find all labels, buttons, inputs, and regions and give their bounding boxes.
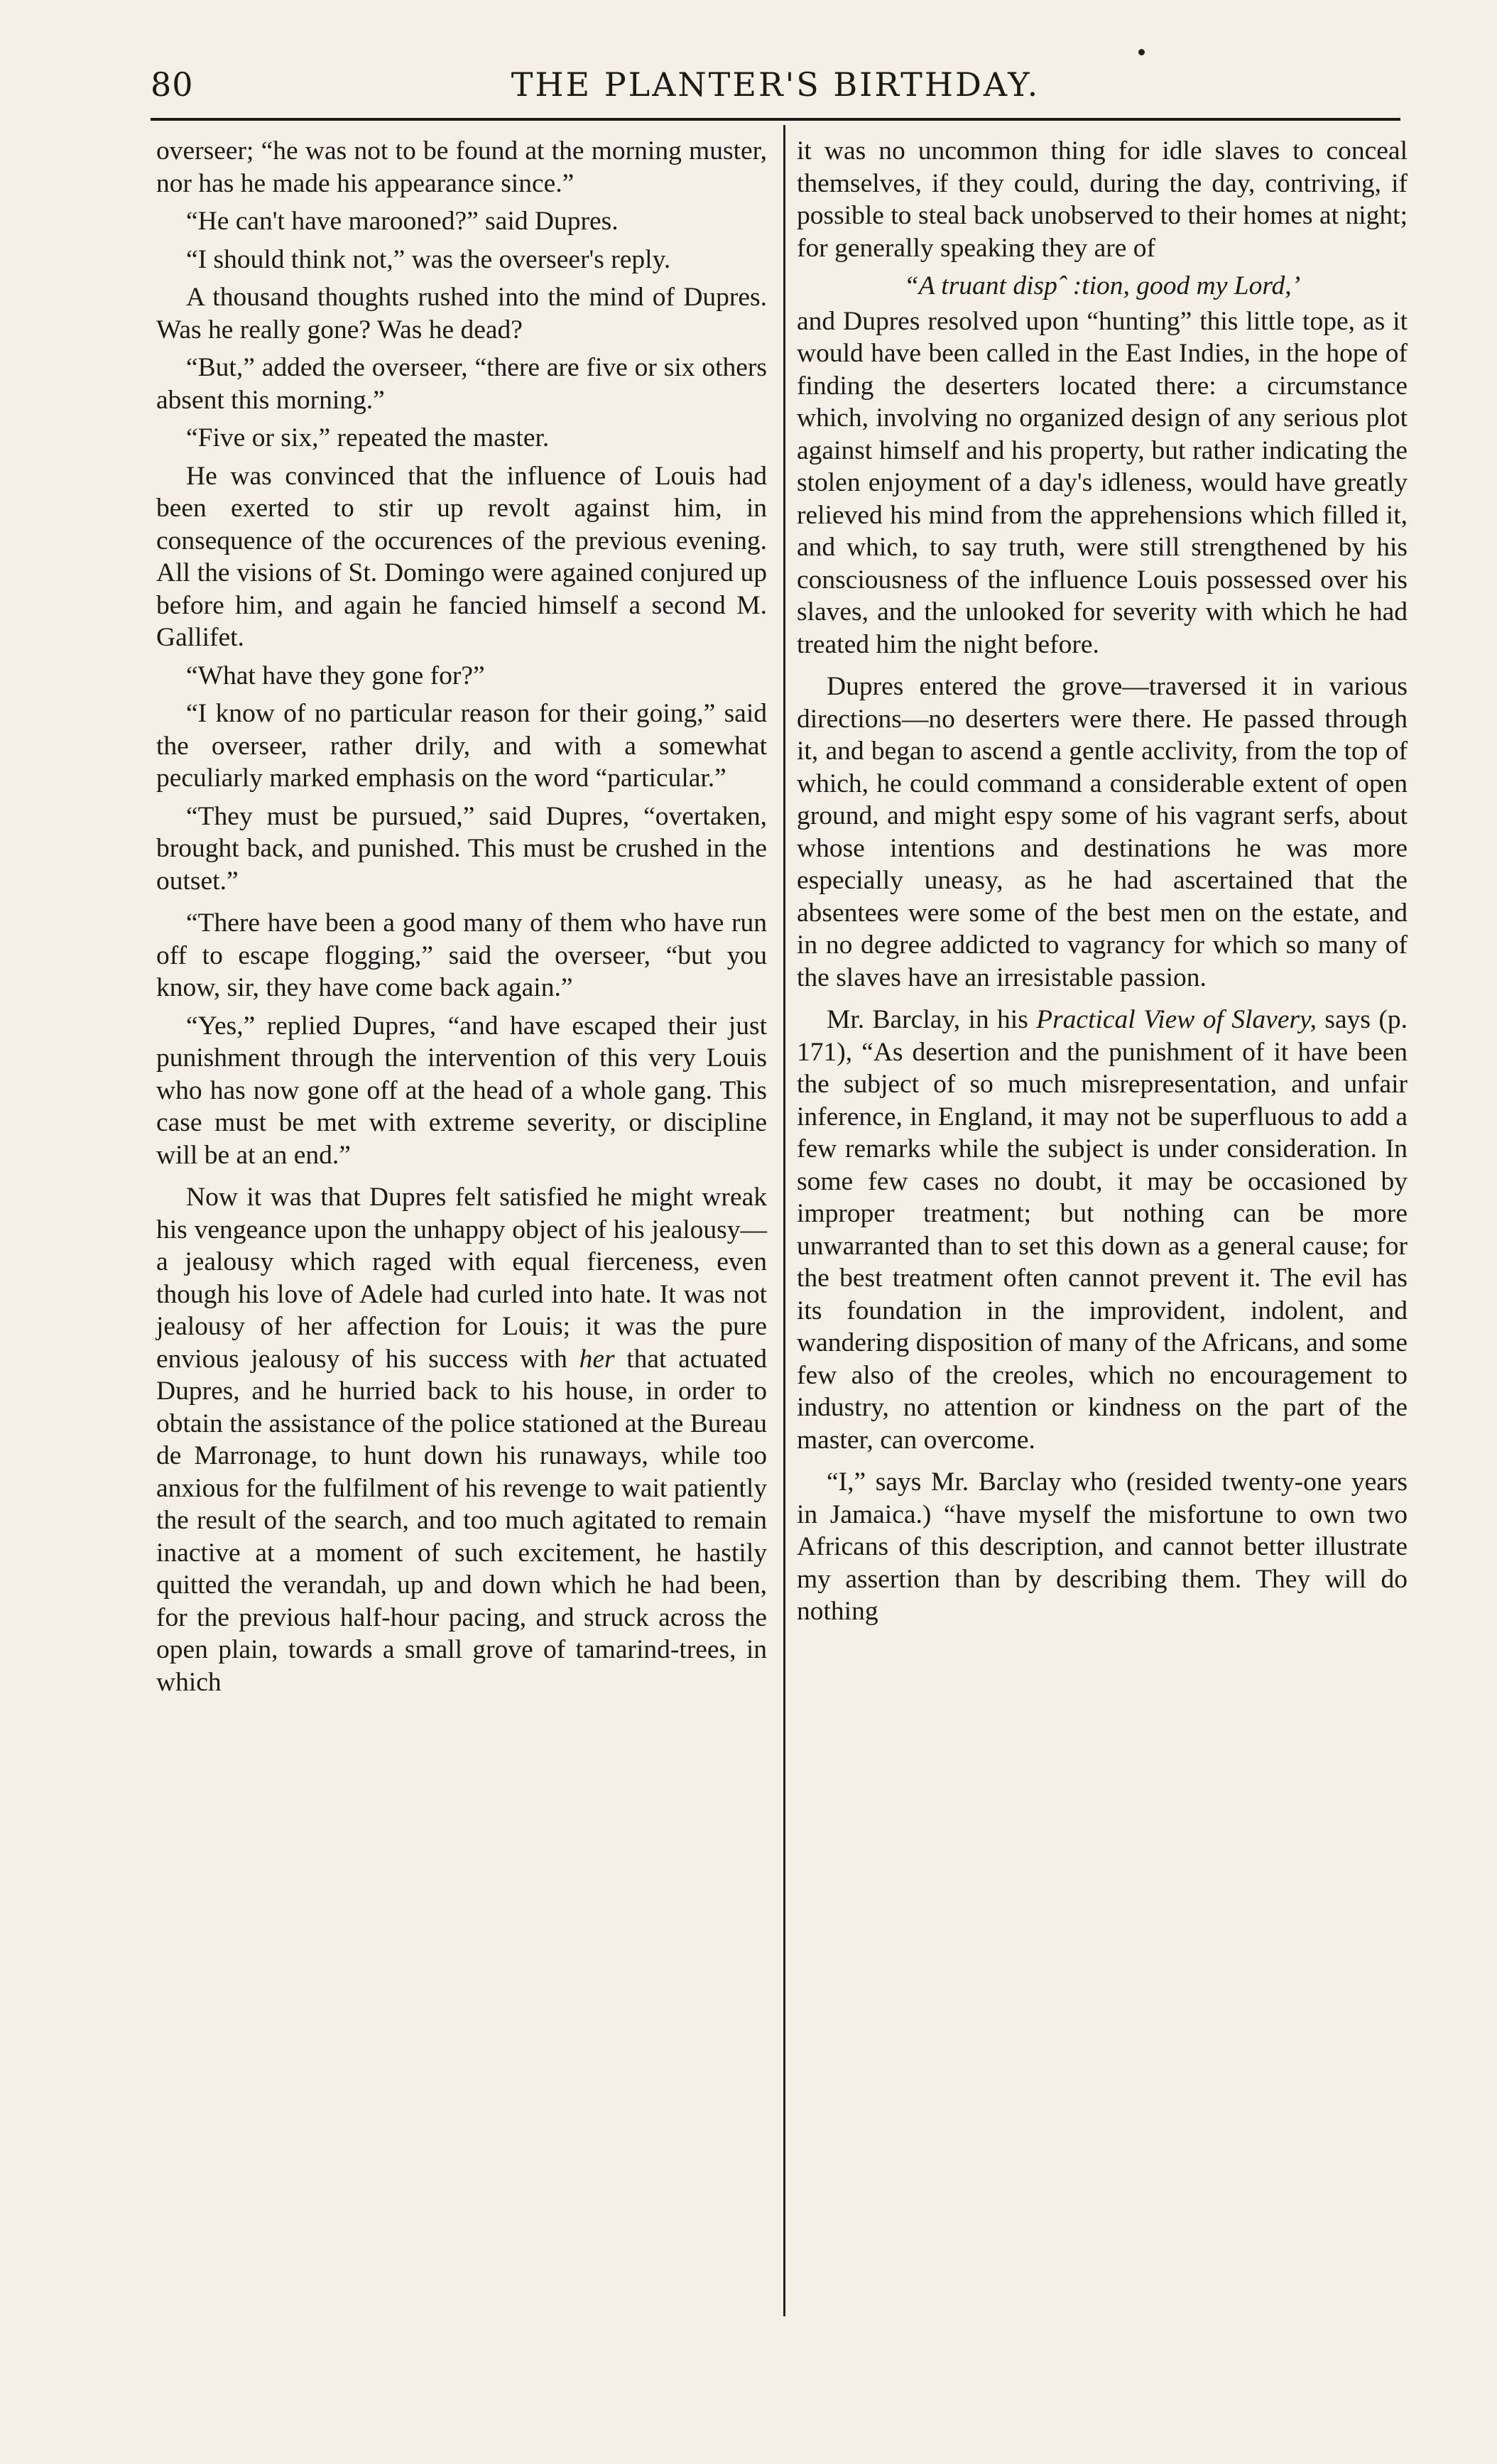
verse-quote: “A truant dispˆ :tion, good my Lord,’ xyxy=(903,271,1301,300)
paragraph: “I should think not,” was the overseer's reply. xyxy=(186,244,671,274)
paragraph: and Dupres resolved upon “hunting” this little tope, as it would have been called in the East Indies, in the hope of finding the deserters located there: a circumstance which, involving no organized design of any serious plot against himself and his property, but rather indicating the stolen enjoyment of a day's idleness, would have greatly relieved his mind from the apprehensions which filled it, and which, to say truth, were still strengthened by his consciousness of the influence Louis possessed over his slaves, and the unlooked for severity with which he had treated him the night before. xyxy=(797,306,1408,659)
right-column xyxy=(797,135,1408,1634)
paragraph: A thousand thoughts rushed into the mind of Dupres. Was he really gone? Was he dead? xyxy=(156,283,767,344)
paragraph: “Yes,” replied Dupres, “and have escaped their just punishment through the intervention of this very Louis who has now gone off at the head of a whole gang. This case must be met with extreme severity, or discipline will be at an end.” xyxy=(156,1011,767,1170)
paragraph xyxy=(797,1004,1408,1456)
paragraph: overseer; “he was not to be found at the morning muster, nor has he made his appearance since.” xyxy=(156,136,767,198)
paragraph: “I,” says Mr. Barclay who (resided twenty-one years in Jamaica.) “have myself the misfortune to own two Africans of this description, and cannot better illustrate my assertion than by describing them. They will do nothing xyxy=(797,1467,1408,1626)
paragraph xyxy=(156,1181,767,1698)
paragraph: “He can't have marooned?” said Dupres. xyxy=(186,207,619,236)
paragraph: it was no uncommon thing for idle slaves to conceal themselves, if they could, during the day, contriving, if possible to steal back unobserved to their homes at night; for generally speaking they are of xyxy=(797,136,1408,263)
paragraph: “What have they gone for?” xyxy=(186,661,485,690)
paragraph: “They must be pursued,” said Dupres, “overtaken, brought back, and punished. This must be crushed in the outset.” xyxy=(156,801,767,896)
text-run: Mr. Barclay, in his xyxy=(827,1005,1037,1034)
text-run: that actuated Dupres, and he hurried back to his house, in order to obtain the assistance of the police stationed at the Bureau de Marronage, to hunt down his runaways, while too anxious for the fulfilment of his revenge to wait patiently the result of the search, and too much agitated to remain inactive at a moment of such excitement, he hastily quitted the verandah, up and down which he had been, for the previous half-hour pacing, and struck across the open plain, towards a small grove of tamarind-trees, in which xyxy=(156,1344,767,1697)
paragraph: “But,” added the overseer, “there are five or six others absent this morning.” xyxy=(156,353,767,415)
italic-text: her xyxy=(579,1344,615,1374)
paragraph: “Five or six,” repeated the master. xyxy=(186,423,550,452)
paragraph: He was convinced that the influence of Louis had been exerted to stir up revolt against him, in consequence of the occurences of the previous evening. All the visions of St. Domingo were agained conjured up before him, and again he fancied himself a second M. Gallifet. xyxy=(156,461,767,652)
print-speck xyxy=(1138,49,1145,55)
header-rule xyxy=(151,118,1400,121)
paragraph: “I know of no particular reason for their going,” said the overseer, rather drily, and with a somewhat peculiarly marked emphasis on the word “particular.” xyxy=(156,699,767,793)
text-run: Now it was that Dupres felt satisfied he might wreak his vengeance upon the unhappy object of his jealousy—a jealousy which raged with equal fierceness, even though his love of Adele had curled into hate. It was not jealousy of her affection for Louis; it was the pure envious jealousy of his success with xyxy=(156,1183,767,1374)
book-title: Practical View of Slavery, xyxy=(1036,1005,1317,1034)
paragraph: “There have been a good many of them who have run off to escape flogging,” said the overseer, “but you know, sir, they have come back again.” xyxy=(156,908,767,1002)
column-divider xyxy=(783,125,785,2316)
paragraph: Dupres entered the grove—traversed it in various directions—no deserters were there. He passed through it, and began to ascend a gentle acclivity, from the top of which, he could command a considerable extent of open ground, and might espy some of his vagrant serfs, about whose intentions and destinations he was more especially uneasy, as he had ascertained that the absentees were some of the best men on the estate, and in no degree addicted to vagrancy for which so many of the slaves have an irresistable passion. xyxy=(797,672,1408,992)
page-header xyxy=(151,65,1400,115)
text-run: says (p. 171), “As desertion and the punishment of it have been the subject of so much misrepresentation, and unfair inference, in England, it may not be superfluous to add a few remarks while the subject is under consideration. In some few cases no doubt, it may be occasioned by improper treatment; but nothing can be more unwarranted than to set this down as a general cause; for the best treatment often cannot prevent it. The evil has its foundation in the improvident, indolent, and wandering disposition of many of the Africans, and some few also of the creoles, which no encouragement to industry, no attention or kindness on the part of the master, can overcome. xyxy=(797,1005,1408,1455)
left-column xyxy=(156,135,767,1704)
running-title: THE PLANTER'S BIRTHDAY. xyxy=(511,65,1040,104)
page-number: 80 xyxy=(151,65,194,104)
